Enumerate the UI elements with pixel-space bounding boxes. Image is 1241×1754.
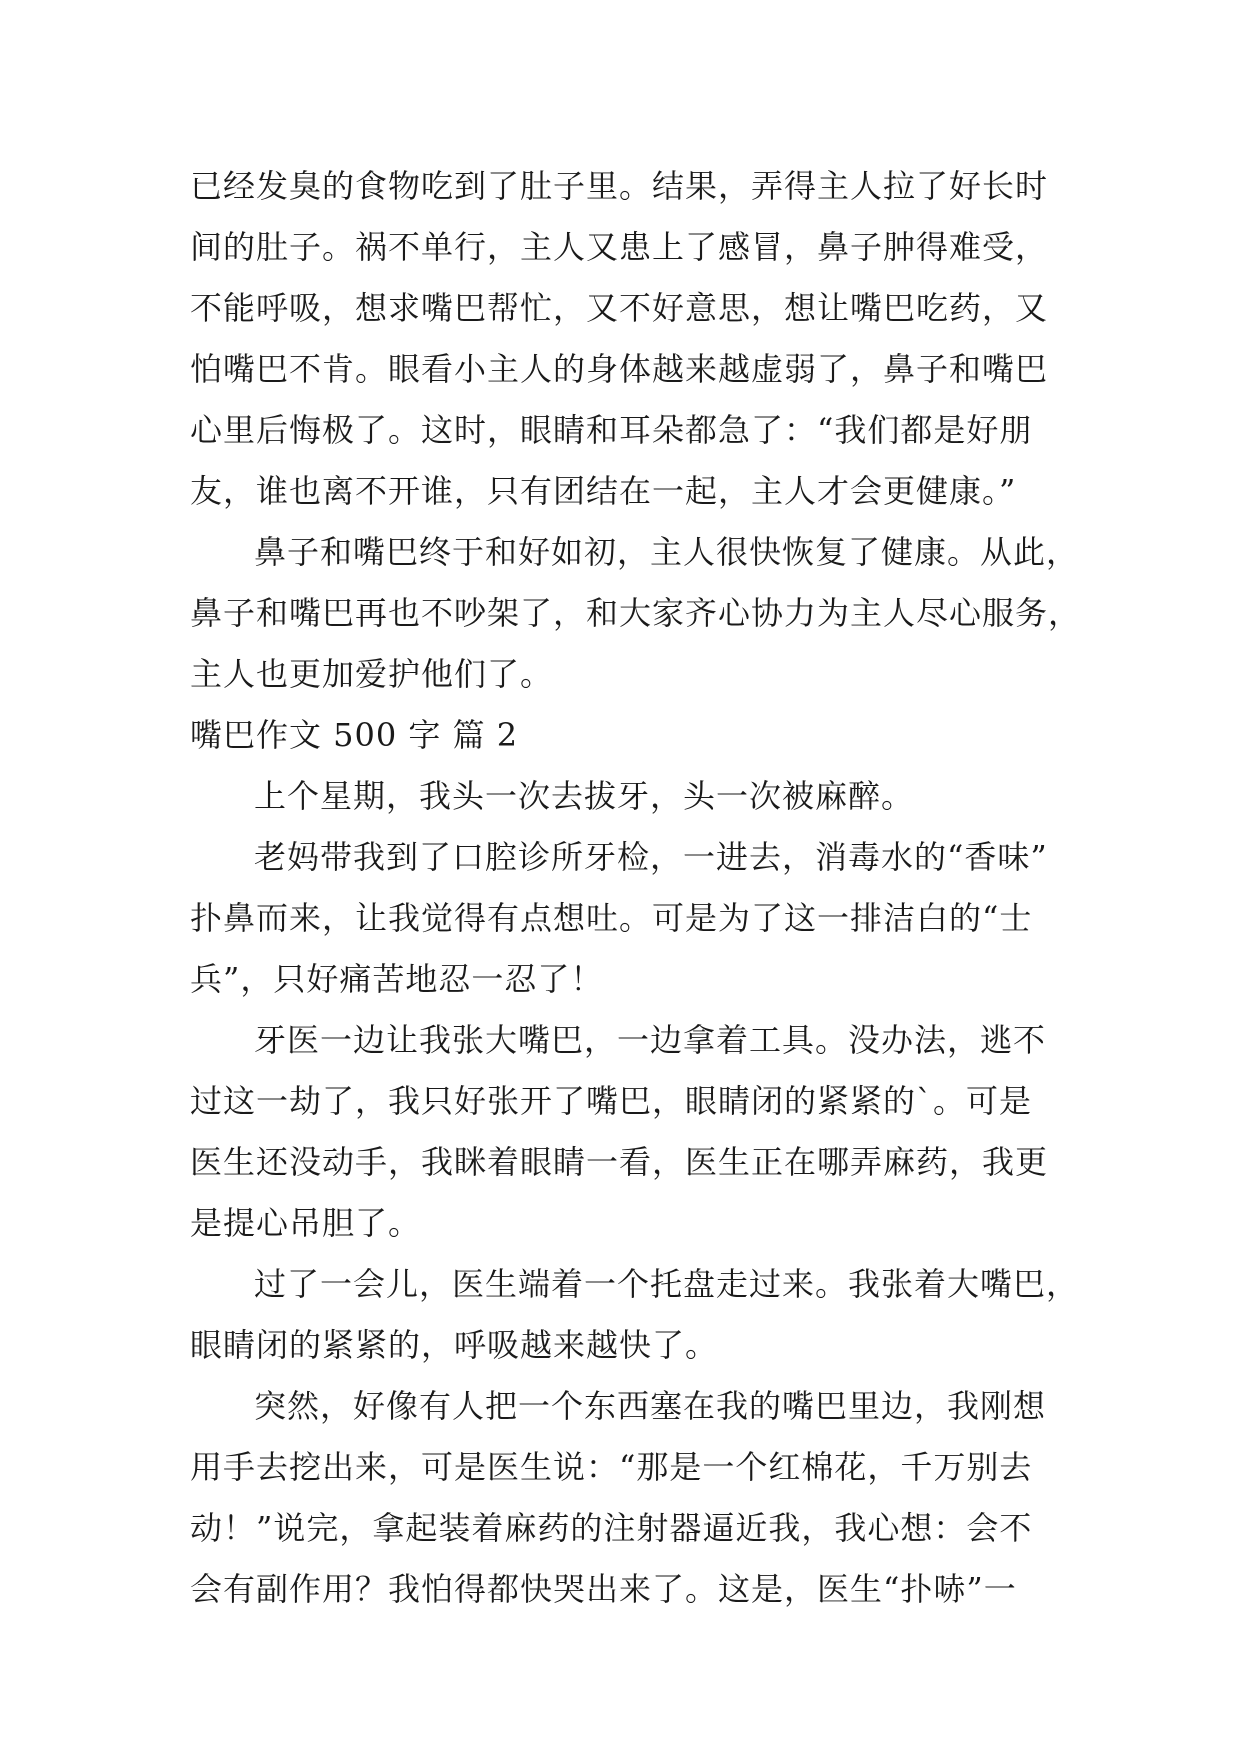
text-line: 医生还没动手，我眯着眼睛一看，医生正在哪弄麻药，我更 (190, 1143, 1049, 1181)
text-line: 友，谁也离不开谁，只有团结在一起，主人才会更健康。” (190, 472, 1017, 510)
paragraph-first-line: 过了一会儿，医生端着一个托盘走过来。我张着大嘴巴， (254, 1265, 1080, 1303)
text-line: 动！”说完，拿起装着麻药的注射器逼近我，我心想：会不 (190, 1509, 1033, 1547)
paragraph-first-line: 鼻子和嘴巴终于和好如初，主人很快恢复了健康。从此， (254, 533, 1080, 571)
section-heading: 嘴巴作文 500 字 篇 2 (190, 716, 519, 754)
text-line: 怕嘴巴不肯。眼看小主人的身体越来越虚弱了，鼻子和嘴巴 (190, 350, 1049, 388)
text-line: 鼻子和嘴巴再也不吵架了，和大家齐心协力为主人尽心服务， (190, 594, 1082, 632)
text-line: 主人也更加爱护他们了。 (190, 655, 554, 693)
text-line: 间的肚子。祸不单行，主人又患上了感冒，鼻子肿得难受， (190, 228, 1049, 266)
text-line: 不能呼吸，想求嘴巴帮忙，又不好意思，想让嘴巴吃药，又 (190, 289, 1049, 327)
text-line: 扑鼻而来，让我觉得有点想吐。可是为了这一排洁白的“士 (190, 899, 1033, 937)
text-line: 心里后悔极了。这时，眼睛和耳朵都急了：“我们都是好朋 (190, 411, 1033, 449)
text-line: 过这一劫了，我只好张开了嘴巴，眼睛闭的紧紧的`。可是 (190, 1082, 1033, 1120)
text-line: 用手去挖出来，可是医生说：“那是一个红棉花，千万别去 (190, 1448, 1033, 1486)
paragraph-first-line: 上个星期，我头一次去拔牙，头一次被麻醉。 (254, 777, 915, 815)
text-line: 是提心吊胆了。 (190, 1204, 422, 1242)
text-line: 会有副作用？我怕得都快哭出来了。这是，医生“扑哧”一 (190, 1570, 1017, 1608)
paragraph-first-line: 老妈带我到了口腔诊所牙检，一进去，消毒水的“香味” (254, 838, 1048, 876)
text-line: 眼睛闭的紧紧的，呼吸越来越快了。 (190, 1326, 719, 1364)
paragraph-first-line: 牙医一边让我张大嘴巴，一边拿着工具。没办法，逃不 (254, 1021, 1047, 1059)
text-line: 兵”，只好痛苦地忍一忍了！ (190, 960, 604, 998)
paragraph-first-line: 突然，好像有人把一个东西塞在我的嘴巴里边，我刚想 (254, 1387, 1047, 1425)
text-line: 已经发臭的食物吃到了肚子里。结果，弄得主人拉了好长时 (190, 167, 1049, 205)
